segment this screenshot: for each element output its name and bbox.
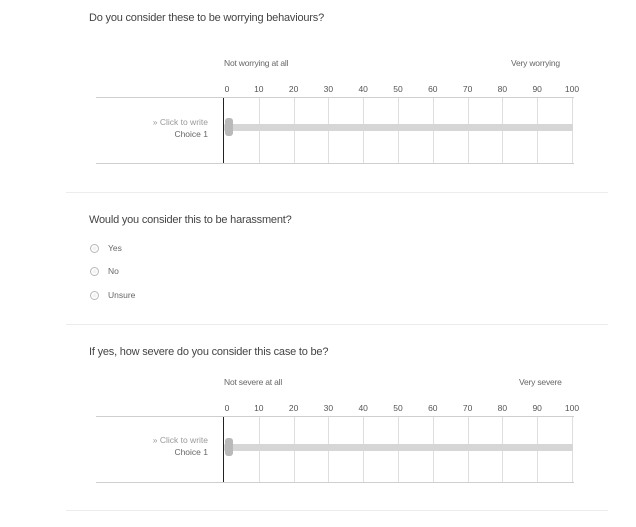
anchor-left-label: Not worrying at all (224, 58, 289, 68)
anchor-left-label: Not severe at all (224, 377, 283, 387)
tick-label: 70 (462, 403, 473, 413)
radio-button[interactable] (90, 244, 99, 253)
slider-question-3 (0, 319, 636, 459)
tick-label: 30 (323, 403, 334, 413)
radio-option-no[interactable] (90, 264, 119, 278)
radio-button[interactable] (90, 267, 99, 276)
tick-label: 20 (288, 84, 299, 94)
tick-label: 50 (393, 84, 403, 94)
slider-track[interactable] (224, 444, 573, 451)
radio-button[interactable] (90, 291, 99, 300)
radio-label: Unsure (108, 290, 136, 300)
tick-label: 80 (497, 84, 508, 94)
slider-frame-bottom (96, 163, 574, 164)
anchor-right-label: Very worrying (511, 58, 560, 68)
tick-label: 40 (358, 84, 368, 94)
tick-label: 60 (428, 84, 438, 94)
tick-label: 20 (288, 403, 299, 413)
slider-question-1 (0, 0, 636, 140)
choice-label[interactable] (98, 434, 208, 458)
choice-name: Choice 1 (174, 447, 208, 457)
choice-label[interactable] (98, 116, 208, 140)
choice-name: Choice 1 (174, 129, 208, 139)
tick-label: 40 (358, 403, 368, 413)
tick-label: 80 (497, 403, 508, 413)
radio-label: Yes (108, 243, 122, 253)
tick-label: 0 (224, 403, 230, 413)
radio-option-unsure[interactable] (90, 288, 135, 302)
slider-track[interactable] (224, 124, 573, 131)
slider-handle[interactable] (225, 118, 233, 136)
tick-label: 10 (254, 84, 264, 94)
radio-option-yes[interactable] (90, 241, 122, 255)
tick-label: 60 (428, 403, 438, 413)
anchor-right-label: Very severe (519, 377, 562, 387)
question-1-text: Do you consider these to be worrying behaviours? (89, 12, 324, 24)
click-to-write-link[interactable]: » Click to write (152, 435, 208, 445)
click-to-write-link[interactable]: » Click to write (152, 117, 208, 127)
question-3-text: If yes, how severe do you consider this case to be? (89, 346, 329, 358)
tick-label: 50 (393, 403, 403, 413)
tick-label: 100 (564, 403, 580, 413)
question-separator (66, 192, 608, 193)
slider-frame-bottom (96, 482, 574, 483)
tick-label: 90 (532, 403, 542, 413)
tick-label: 30 (323, 84, 334, 94)
question-2-text: Would you consider this to be harassment? (89, 214, 292, 226)
tick-label: 70 (462, 84, 473, 94)
tick-label: 90 (532, 84, 542, 94)
tick-label: 0 (224, 84, 230, 94)
slider-handle[interactable] (225, 438, 233, 456)
tick-label: 100 (564, 84, 580, 94)
tick-label: 10 (254, 403, 264, 413)
radio-label: No (108, 266, 119, 276)
question-separator (66, 510, 608, 511)
